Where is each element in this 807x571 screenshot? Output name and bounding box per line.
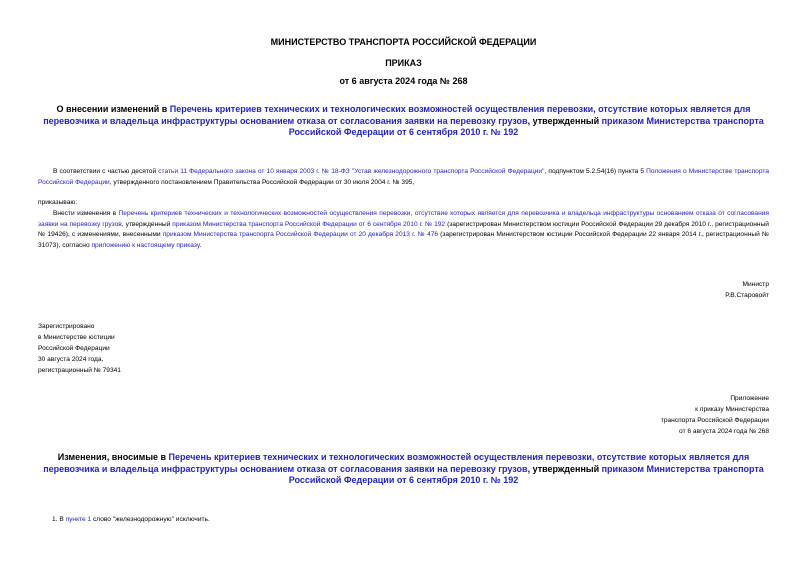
- title-middle: , утвержденный: [527, 115, 602, 126]
- registration-line-2: в Министерстве юстиции: [38, 334, 115, 341]
- appendix-line-4: от 6 августа 2024 года № 268: [679, 428, 769, 435]
- order-text-5: .: [199, 241, 202, 249]
- item1-text-2: слово "железнодорожную" исключить.: [91, 516, 210, 523]
- appendix-block: [560, 393, 769, 437]
- document-date-number: от 6 августа 2024 года № 268: [339, 76, 468, 86]
- order-text-2: , утвержденный: [121, 220, 173, 228]
- item1-text-1: 1. В: [52, 516, 66, 523]
- appendix-line-2: к приказу Министерства: [695, 406, 769, 413]
- order-title: [40, 104, 767, 139]
- order-link-order-192[interactable]: приказом Министерства транспорта Российской Федерации от 6 сентября 2010 г. № 192: [172, 220, 446, 228]
- appendix-line-3: транспорта Российской Федерации: [660, 417, 769, 424]
- registration-block: [38, 321, 121, 376]
- changes-title-link-order-192[interactable]: приказом Министерства транспорта Российской Федерации от 6 сентября 2010 г. № 192: [288, 463, 764, 485]
- registration-line-3: Российской Федерации: [38, 345, 110, 352]
- preamble-link-regulation[interactable]: Положения о Министерстве транспорта Российской Федерации: [38, 168, 769, 186]
- preamble-text-1: В соответствии с частью десятой: [53, 168, 159, 175]
- order-paragraph: [38, 209, 769, 251]
- changes-title-prefix: Изменения, вносимые в: [57, 452, 169, 462]
- ministry-heading: МИНИСТЕРСТВО ТРАНСПОРТА РОССИЙСКОЙ ФЕДЕРАЦИИ: [270, 37, 537, 47]
- preamble-text-3: , утвержденного постановлением Правительства Российской Федерации от 30 июля 2004 г. № 395,: [109, 178, 415, 186]
- title-prefix: О внесении изменений в: [56, 104, 170, 114]
- preamble-text-2: , подпунктом 5.2.54(16) пункта 5: [544, 168, 647, 175]
- preamble-paragraph: [38, 167, 769, 188]
- signature-name: Р.В.Старовойт: [725, 292, 769, 299]
- item1-link-point-1[interactable]: пункте 1: [65, 516, 92, 523]
- order-word: приказываю:: [38, 199, 78, 206]
- order-text-4: (зарегистрирован Министерством юстиции Российской Федерации 22 января 2014 г., регистрационный № 31073), согласно: [38, 231, 769, 249]
- preamble-link-federal-law[interactable]: статьи 11 Федерального закона от 10 января 2003 г. № 18-ФЗ "Устав железнодорожного транспорта Российской Федерации": [158, 168, 545, 175]
- order-link-order-476[interactable]: приказом Министерства транспорта Российской Федерации от 20 декабря 2013 г. № 476: [162, 231, 439, 239]
- order-link-list[interactable]: Перечень критериев технических и технологических возможностей осуществления перевозки, отсутствие которых является для перевозчика и владельца инфраструктуры основанием отказа от согласования заявки на перевозку грузов: [38, 210, 769, 228]
- signature-position: Министр: [742, 281, 769, 288]
- title-link-list[interactable]: Перечень критериев технических и технологических возможностей осуществления перевозки, отсутствие которых является для перевозчика и владельца инфраструктуры основанием отказа от согласования заявки на перевозку грузов: [43, 104, 751, 126]
- appendix-line-1: Приложение: [730, 395, 769, 402]
- document-type: ПРИКАЗ: [385, 58, 422, 68]
- changes-title-link-list[interactable]: Перечень критериев технических и технологических возможностей осуществления перевозки, отсутствие которых является для перевозчика и владельца инфраструктуры основанием отказа от согласования заявки на перевозку грузов: [43, 452, 750, 474]
- registration-line-5: регистрационный № 79341: [38, 367, 121, 374]
- registration-line-1: Зарегистрировано: [38, 323, 95, 330]
- change-item-1: [52, 515, 210, 526]
- title-link-order-192[interactable]: приказом Министерства транспорта Российской Федерации от 6 сентября 2010 г. № 192: [288, 115, 764, 137]
- changes-title-middle: , утвержденный: [527, 463, 602, 474]
- order-link-appendix[interactable]: приложению к настоящему приказу: [91, 241, 200, 249]
- registration-line-4: 30 августа 2024 года,: [38, 356, 104, 363]
- order-text-1: Внести изменения в: [53, 210, 119, 217]
- changes-title: [40, 452, 767, 487]
- order-text-3: (зарегистрирован Министерством юстиции Российской Федерации 29 декабря 2010 г., регистрационный № 19426), с изменениями, внесенными: [38, 220, 769, 239]
